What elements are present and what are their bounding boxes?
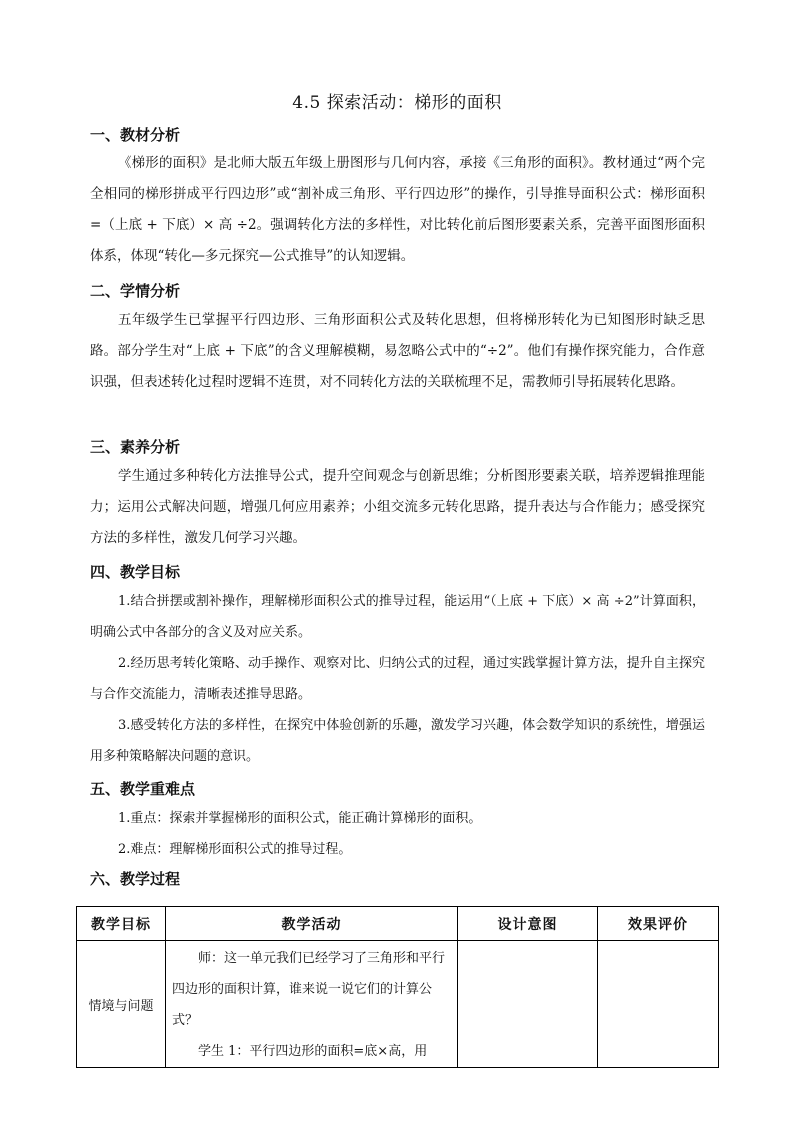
activity-paragraph: 学生 1：平行四边形的面积=底×高，用 bbox=[198, 1044, 428, 1059]
teaching-goal-item: 1.结合拼摆或割补操作，理解梯形面积公式的推导过程，能运用“（上底 + 下底）× 高 ÷2”计算面积，明确公式中各部分的含义及对应关系。 bbox=[90, 594, 705, 640]
section-text-student-analysis: 五年级学生已掌握平行四边形、三角形面积公式及转化思想，但将梯形转化为已知图形时缺乏思路。部分学生对“上底 + 下底”的含义理解模糊，易忽略公式中的“÷2”。他们有操作探究能力，合作意识强，但表述转化过程时逻辑不连贯，对不同转化方法的关联梳理不足，需教师引导拓展转化思路。 bbox=[90, 312, 705, 390]
section-heading-key-points: 五、教学重难点 bbox=[90, 780, 196, 798]
teaching-goal-item: 2.经历思考转化策略、动手操作、观察对比、归纳公式的过程，通过实践掌握计算方法，提升自主探究与合作交流能力，清晰表述推导思路。 bbox=[90, 656, 705, 702]
section-heading-student-analysis: 二、学情分析 bbox=[90, 282, 181, 300]
key-point-item: 1.重点：探索并掌握梯形的面积公式，能正确计算梯形的面积。 bbox=[118, 811, 482, 826]
table-cell-intent bbox=[458, 941, 598, 1068]
section-heading-analysis-of-materials: 一、教材分析 bbox=[90, 126, 181, 144]
teaching-goal-item: 3.感受转化方法的多样性，在探究中体验创新的乐趣，激发学习兴趣，体会数学知识的系统性，增强运用多种策略解决问题的意识。 bbox=[90, 718, 705, 764]
section-text-literacy-analysis: 学生通过多种转化方法推导公式，提升空间观念与创新思维；分析图形要素关联，培养逻辑推理能力；运用公式解决问题，增强几何应用素养；小组交流多元转化思路，提升表达与合作能力；感受探究方法的多样性，激发几何学习兴趣。 bbox=[90, 468, 705, 546]
table-header-cell: 设计意图 bbox=[458, 907, 598, 941]
section-heading-teaching-goals: 四、教学目标 bbox=[90, 563, 181, 581]
section-heading-literacy-analysis: 三、素养分析 bbox=[90, 438, 181, 456]
table-header-row bbox=[77, 907, 719, 941]
activity-paragraph: 师：这一单元我们已经学习了三角形和平行四边形的面积计算，谁来说一说它们的计算公式？ bbox=[172, 951, 446, 1028]
table-cell-evaluation bbox=[598, 941, 719, 1068]
table-cell-activity bbox=[166, 941, 458, 1068]
table-header-cell: 教学目标 bbox=[77, 907, 166, 941]
teaching-process-table bbox=[76, 906, 719, 1068]
document-title: 4.5 探索活动：梯形的面积 bbox=[292, 93, 502, 113]
key-point-item: 2.难点：理解梯形面积公式的推导过程。 bbox=[118, 842, 352, 857]
section-text-analysis-of-materials: 《梯形的面积》是北师大版五年级上册图形与几何内容，承接《三角形的面积》。教材通过“两个完全相同的梯形拼成平行四边形”或“割补成三角形、平行四边形”的操作，引导推导面积公式：梯形面积 =（上底 + 下底）× 高 ÷2。强调转化方法的多样性，对比转化前后图形要素关系，完善平面图形面积体系，体现“转化—多元探究—公式推导”的认知逻辑。 bbox=[90, 155, 705, 264]
table-cell-goal: 情境与问题 bbox=[77, 941, 166, 1068]
table-header-cell: 教学活动 bbox=[166, 907, 458, 941]
section-heading-teaching-process: 六、教学过程 bbox=[90, 870, 181, 888]
table-header-cell: 效果评价 bbox=[598, 907, 719, 941]
table-row bbox=[77, 941, 719, 1068]
